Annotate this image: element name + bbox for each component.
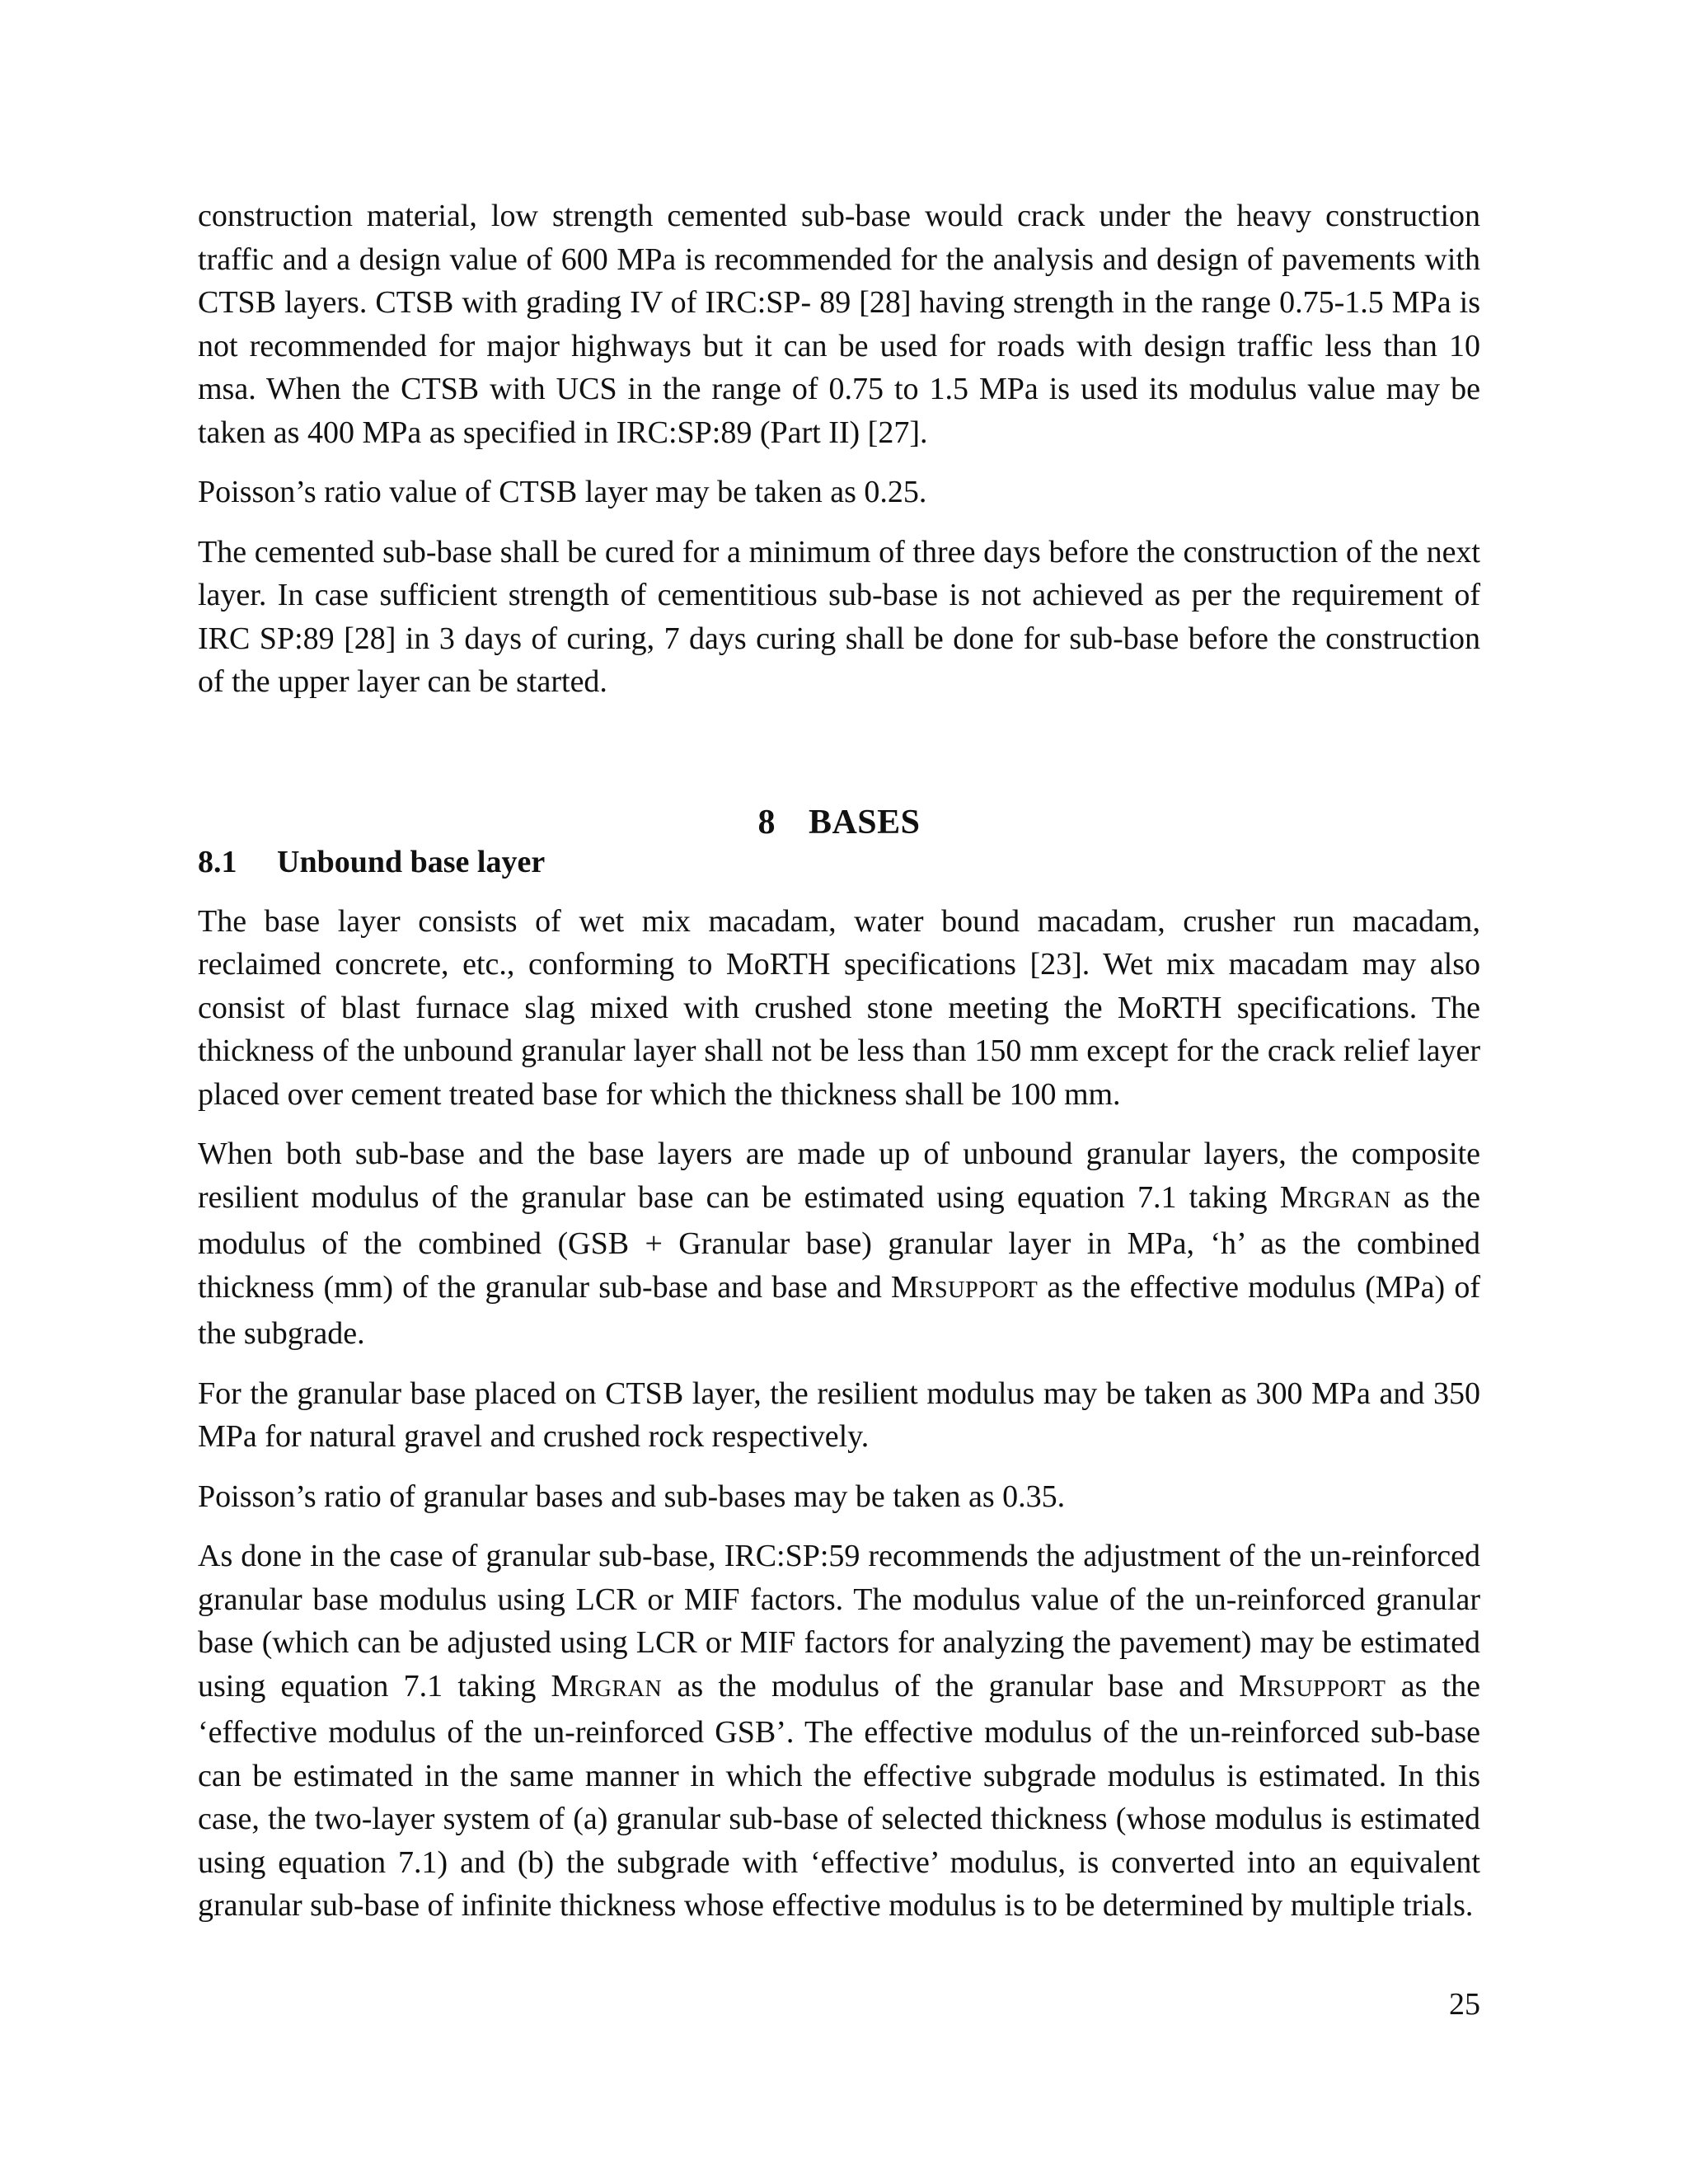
section-title: Unbound base layer bbox=[277, 844, 546, 879]
paragraph-ctsb-granular-modulus: For the granular base placed on CTSB layer, the resilient modulus may be taken as 300 MPa and 350 MPa for natural gravel and crushed rock respectively. bbox=[198, 1376, 1480, 1454]
paragraph-base-materials: The base layer consists of wet mix macadam, water bound macadam, crusher run macadam, reclaimed concrete, etc., conforming to MoRTH specifications [23]. Wet mix macadam may also consist of blast furnace slag mixed with crushed stone meeting the MoRTH specifications. The thickness of the unbound granular layer shall not be less than 150 mm except for the crack relief layer placed over cement treated base for which the thickness shall be 100 mm. bbox=[198, 903, 1480, 1112]
paragraph-ctsb-poisson: Poisson’s ratio value of CTSB layer may be taken as 0.25. bbox=[198, 475, 927, 509]
paragraph-ctsb-curing: The cemented sub-base shall be cured for a minimum of three days before the construction of the next layer. In case sufficient strength of cementitious sub-base is not achieved as per the requirement of IRC SP:89 [28] in 3 days of curing, 7 days curing shall be done for sub-base before the construction of the upper layer can be started. bbox=[198, 534, 1480, 699]
paragraph-granular-poisson: Poisson’s ratio of granular bases and sub-bases may be taken as 0.35. bbox=[198, 1479, 1066, 1514]
text-run: As done in the case of granular sub-base, IRC:SP:59 recommends the adjustment of the un-reinforced granular base modulus using LCR or MIF factors. The modulus value of the un-reinforced granular base (which can be adjusted using LCR or MIF factors for analyzing the pavement) may be estimated using equation 7.1 taking bbox=[198, 1539, 1480, 1704]
text-run: as the modulus of the granular base and bbox=[662, 1668, 1240, 1704]
symbol-main: M bbox=[890, 1269, 919, 1305]
symbol-mrsupport bbox=[1239, 1669, 1386, 1704]
symbol-mrgran bbox=[1280, 1180, 1391, 1215]
symbol-mrgran bbox=[551, 1669, 663, 1704]
symbol-sub: RGRAN bbox=[1307, 1187, 1391, 1213]
symbol-sub: RSUPPORT bbox=[918, 1277, 1039, 1303]
section-number: 8.1 bbox=[198, 844, 237, 879]
paragraph-ctsb-modulus: construction material, low strength cemented sub-base would crack under the heavy construction traffic and a design value of 600 MPa is recommended for the analysis and design of pavements with CTSB layers. CTSB with grading IV of IRC:SP- 89 [28] having strength in the range 0.75-1.5 MPa is not recommended for major highways but it can be used for roads with design traffic less than 10 msa. When the CTSB with UCS in the range of 0.75 to 1.5 MPa is used its modulus value may be taken as 400 MPa as specified in IRC:SP:89 (Part II) [27]. bbox=[198, 199, 1480, 450]
paragraph-unreinforced-modulus bbox=[198, 1535, 1480, 1928]
symbol-main: M bbox=[1239, 1668, 1267, 1704]
symbol-main: M bbox=[1279, 1179, 1308, 1215]
text-run: as the ‘effective modulus of the un-reinforced GSB’. The effective modulus of the un-reinforced sub-base can be estimated in the same manner in which the effective subgrade modulus is estimated. In this case, the two-layer system of (a) granular sub-base of selected thickness (whose modulus is estimated using equation 7.1) and (b) the subgrade with ‘effective’ modulus, is converted into an equivalent granular sub-base of infinite thickness whose effective modulus is to be determined by multiple trials. bbox=[198, 1668, 1480, 1923]
symbol-sub: RSUPPORT bbox=[1267, 1675, 1386, 1702]
chapter-title: BASES bbox=[808, 803, 921, 841]
document-page bbox=[198, 194, 1480, 1944]
paragraph-composite-modulus bbox=[198, 1132, 1480, 1356]
symbol-mrsupport bbox=[891, 1270, 1038, 1305]
text-run: as the effective modulus (MPa) of the subgrade. bbox=[198, 1269, 1480, 1351]
text-run: When both sub-base and the base layers are made up of unbound granular layers, the composite resilient modulus of the granular base can be estimated using equation 7.1 taking bbox=[198, 1137, 1480, 1215]
chapter-heading bbox=[198, 801, 1480, 844]
symbol-sub: RGRAN bbox=[579, 1675, 663, 1702]
page-number: 25 bbox=[1449, 1987, 1480, 2022]
symbol-main: M bbox=[551, 1668, 579, 1704]
section-heading bbox=[198, 841, 1480, 883]
chapter-number: 8 bbox=[757, 803, 776, 841]
text-run: as the modulus of the combined (GSB + Granular base) granular layer in MPa, ‘h’ as the combined thickness (mm) of the granular sub-base and base and bbox=[198, 1179, 1480, 1305]
